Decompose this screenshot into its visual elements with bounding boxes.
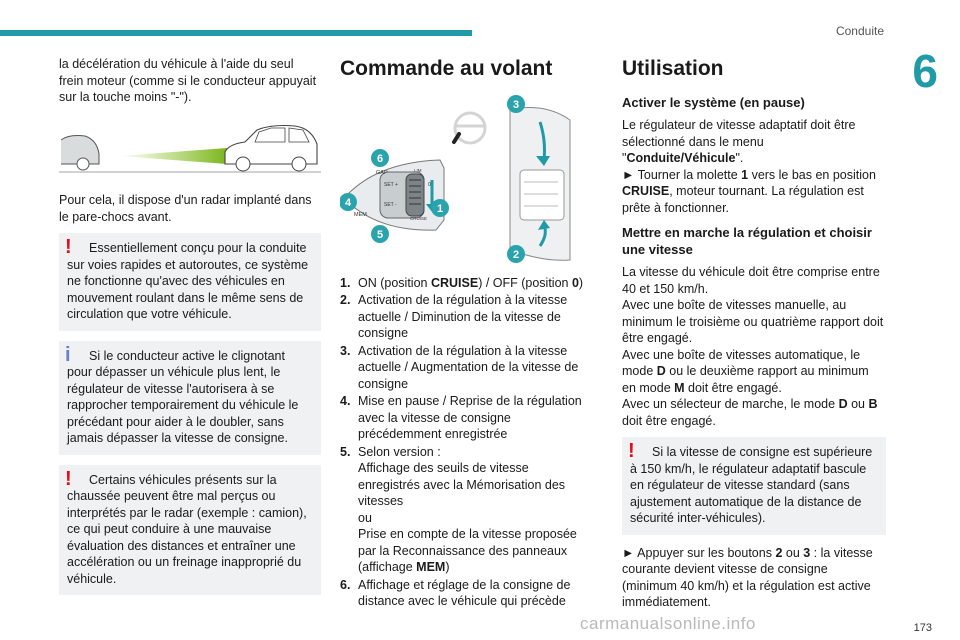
list-item: 3. Activation de la régulation à la vitesse actuelle / Augmentation de la vitesse de consigne — [340, 343, 579, 391]
radar-paragraph: Pour cela, il dispose d'un radar implanté dans le pare-chocs avant. — [59, 193, 312, 224]
callout-5 — [371, 225, 389, 243]
steering-wheel-icon — [454, 113, 485, 143]
svg-text:3: 3 — [512, 99, 520, 111]
list-item: 2. Activation de la régulation à la vitesse actuelle / Diminution de la vitesse de consigne — [340, 293, 568, 340]
column-middle — [340, 56, 590, 611]
info-note-text: Si le conducteur active le clignotant pour dépasser un véhicule plus lent, le régulateur de vitesse l'autorisera à se rapprocher temporairement du véhicule le précédant pour aider à le doubler, sans jamais dépasser la vitesse de consigne. — [67, 348, 299, 445]
svg-text:6: 6 — [376, 153, 384, 165]
watermark: carmanualsonline.info — [580, 614, 756, 633]
svg-text:4: 4 — [344, 197, 352, 209]
info-note — [59, 341, 321, 455]
warning-note-2 — [59, 465, 321, 596]
info-icon: i — [65, 343, 71, 366]
cruise-label: CRUISE — [410, 216, 428, 221]
page-number: 173 — [913, 622, 932, 634]
warning-note-3-text: Si la vitesse de consigne est supérieure à 150 km/h, le régulateur adaptatif bascule en régulateur de vitesse standard (sans ajustement automatique de la distance de sécurité inter-véhicules). — [630, 445, 873, 525]
warning-icon: ! — [65, 236, 72, 258]
warning-icon: ! — [65, 467, 72, 490]
start-heading: Mettre en marche la régulation et choisir une vitesse — [622, 225, 872, 257]
chapter-number: 6 — [912, 45, 938, 97]
warning-note-3 — [622, 437, 886, 535]
lim-label: LIM — [414, 168, 422, 173]
mem-label: MEM — [354, 212, 367, 218]
section-title: Conduite — [835, 24, 884, 38]
warning-note-1-text: Essentiellement conçu pour la conduite sur voies rapides et autoroutes, ce système ne fonctionne qu'avec des véhicules en mouvement roulant dans le même sens de circulation que votre véhicule. — [67, 241, 309, 321]
list-item: 5. Selon version : Affichage des seuils de vitesse enregistrés avec la Mémorisation des vitesses ou Prise en compte de la vitesse proposée par la Reconnaissance des panneaux (affichage MEM) — [340, 444, 577, 574]
controls-list — [340, 275, 590, 610]
intro-paragraph: la décélération du véhicule à l'aide du seul frein moteur (comme si le conducteur appuyait sur la touche moins "-"). — [59, 57, 317, 104]
activate-heading: Activer le système (en pause) — [622, 95, 805, 110]
callout-2 — [507, 245, 525, 263]
activate-paragraph: Le régulateur de vitesse adaptatif doit être sélectionné dans le menu "Conduite/Véhicule". ► Tourner la molette 1 vers le bas en position CRUISE, moteur tournant. La régulation est prête à fonctionner. — [622, 118, 876, 215]
steering-controls-title: Commande au volant — [340, 57, 553, 80]
buttons-paragraph: ► Appuyer sur les boutons 2 ou 3 : la vitesse courante devient vitesse de consigne (minimum 40 km/h) et la régulation est active immédiatement. — [622, 545, 873, 609]
column-right — [622, 56, 886, 619]
steering-wheel-buttons — [510, 108, 570, 261]
zero-label: 0 — [428, 182, 431, 188]
set-minus-label: SET - — [384, 202, 397, 208]
callout-1 — [431, 199, 449, 217]
radar-illustration — [59, 120, 321, 183]
set-plus-label: SET + — [384, 182, 398, 188]
warning-note-1 — [59, 233, 321, 331]
steering-wheel-diagram — [340, 94, 590, 269]
list-item: 4. Mise en pause / Reprise de la régulation avec la vitesse de consigne précédemment enregistrée — [340, 394, 582, 441]
header-accent-bar — [0, 30, 472, 36]
callout-3 — [507, 95, 525, 113]
warning-note-2-text: Certains véhicules présents sur la chaussée peuvent être mal perçus ou interprétés par le radar (exemple : camion), ce qui peut conduire à une mauvaise évaluation des distances et entraîner une accélération ou un freinage inapproprié du véhicule. — [67, 472, 307, 586]
cruise-stalk — [348, 160, 444, 230]
warning-icon: ! — [628, 440, 635, 462]
column-left — [59, 56, 321, 605]
gap-label: GAP — [376, 170, 388, 176]
radar-beam — [119, 148, 227, 164]
svg-text:5: 5 — [376, 229, 384, 241]
svg-text:2: 2 — [512, 249, 520, 261]
usage-title: Utilisation — [622, 57, 724, 80]
list-item: 1. ON (position CRUISE) / OFF (position 0) — [340, 275, 584, 290]
svg-text:1: 1 — [436, 203, 444, 215]
callout-6 — [371, 149, 389, 167]
list-item: 6. Affichage et réglage de la consigne de distance avec le véhicule qui précède — [340, 577, 571, 608]
speed-conditions: La vitesse du véhicule doit être comprise entre 40 et 150 km/h. Avec une boîte de vitesses manuelle, au minimum le troisième ou quatrième rapport doit être engagé. Avec une boîte de vitesses automatique, le mode D ou le deuxième rapport au minimum en mode M doit être engagé. Avec un sélecteur de marche, le mode D ou B doit être engagé. — [622, 265, 884, 428]
